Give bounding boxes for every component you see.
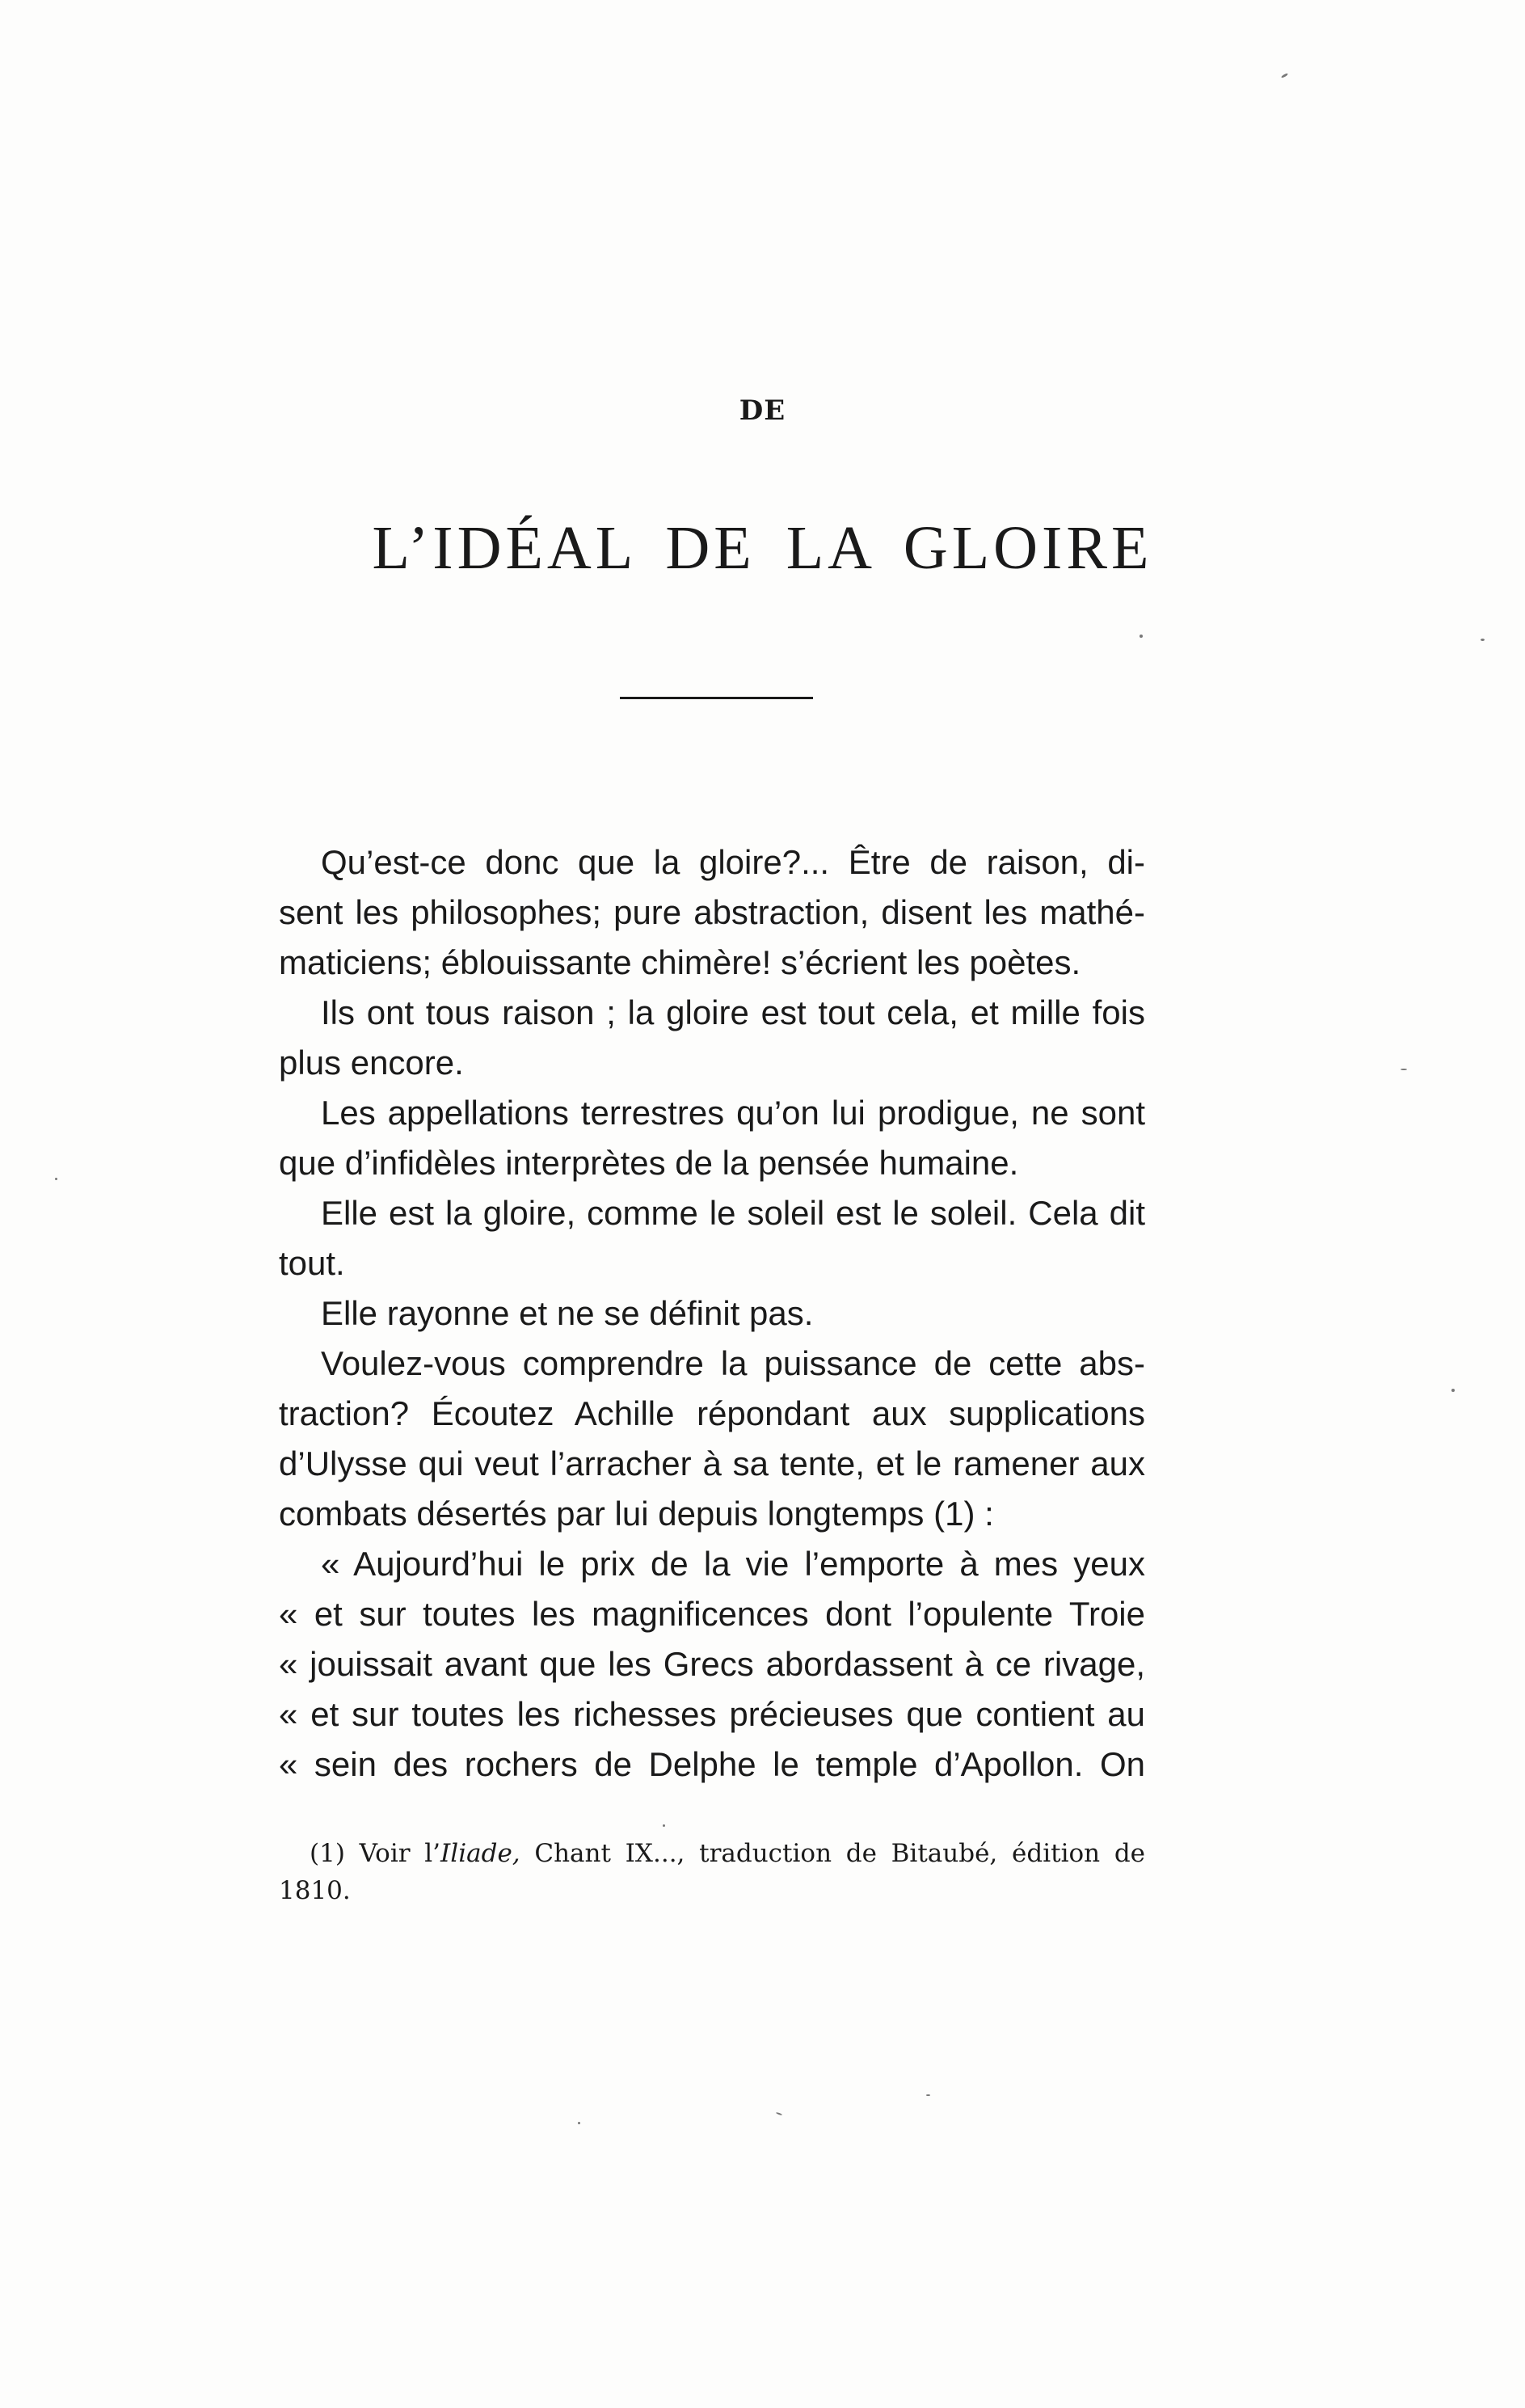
body-line: d’Ulysse qui veut l’arracher à sa tente, et le ramener aux [279, 1444, 1145, 1482]
body-line: traction? Écoutez Achille répondant aux supplications [279, 1394, 1145, 1432]
body-line: plus encore. [279, 1044, 464, 1082]
body-line: Les appellations terrestres qu’on lui prodigue, ne sont [321, 1094, 1145, 1132]
scan-speck [1451, 1389, 1455, 1392]
quote-line: « et sur toutes les magnificences dont l’opulente Troie [279, 1595, 1145, 1633]
scan-speck [926, 2094, 930, 2096]
scan-speck [776, 2112, 782, 2116]
quote-line: « et sur toutes les richesses précieuses que contient au [279, 1695, 1145, 1733]
chapter-title: L’IDÉAL DE LA GLOIRE [372, 514, 1153, 582]
footnote-line [279, 1835, 1145, 1872]
body-line: Ils ont tous raison ; la gloire est tout cela, et mille fois [321, 993, 1145, 1031]
scan-speck [1401, 1069, 1407, 1070]
body-line: tout. [279, 1244, 345, 1282]
scan-speck [1481, 639, 1485, 641]
scan-speck [55, 1178, 57, 1180]
footnote-prefix: (1) Voir l’ [310, 1839, 441, 1868]
body-line: Qu’est-ce donc que la gloire?... Être de raison, di- [321, 843, 1145, 881]
title-rule [620, 697, 813, 699]
body-line: sent les philosophes; pure abstraction, disent les mathé- [279, 893, 1145, 931]
body-line: que d’infidèles interprètes de la pensée humaine. [279, 1144, 1019, 1182]
scan-speck [1281, 73, 1288, 78]
scan-speck [1140, 635, 1143, 638]
quote-line: « Aujourd’hui le prix de la vie l’emporte à mes yeux [321, 1545, 1145, 1583]
body-line: combats désertés par lui depuis longtemps (1) : [279, 1495, 994, 1533]
footnote-suffix: Chant IX..., traduction de Bitaubé, édition de [520, 1839, 1146, 1868]
body-line: Elle est la gloire, comme le soleil est le soleil. Cela dit [321, 1194, 1145, 1232]
body-text [279, 837, 1145, 1790]
footnote-line: 1810. [279, 1876, 351, 1905]
scan-speck [578, 2122, 580, 2124]
footnote-work-title: Iliade, [440, 1839, 520, 1868]
body-line: Voulez-vous comprendre la puissance de cette abs- [321, 1344, 1145, 1382]
body-line: maticiens; éblouissante chimère! s’écrient les poètes. [279, 943, 1081, 981]
scan-speck [663, 1824, 665, 1827]
pre-title: DE [739, 394, 786, 427]
footnote [279, 1835, 1145, 1909]
quote-line: « jouissait avant que les Grecs abordassent à ce rivage, [279, 1645, 1145, 1683]
body-line: Elle rayonne et ne se définit pas. [321, 1294, 814, 1332]
quote-line: « sein des rochers de Delphe le temple d’Apollon. On [279, 1745, 1145, 1783]
